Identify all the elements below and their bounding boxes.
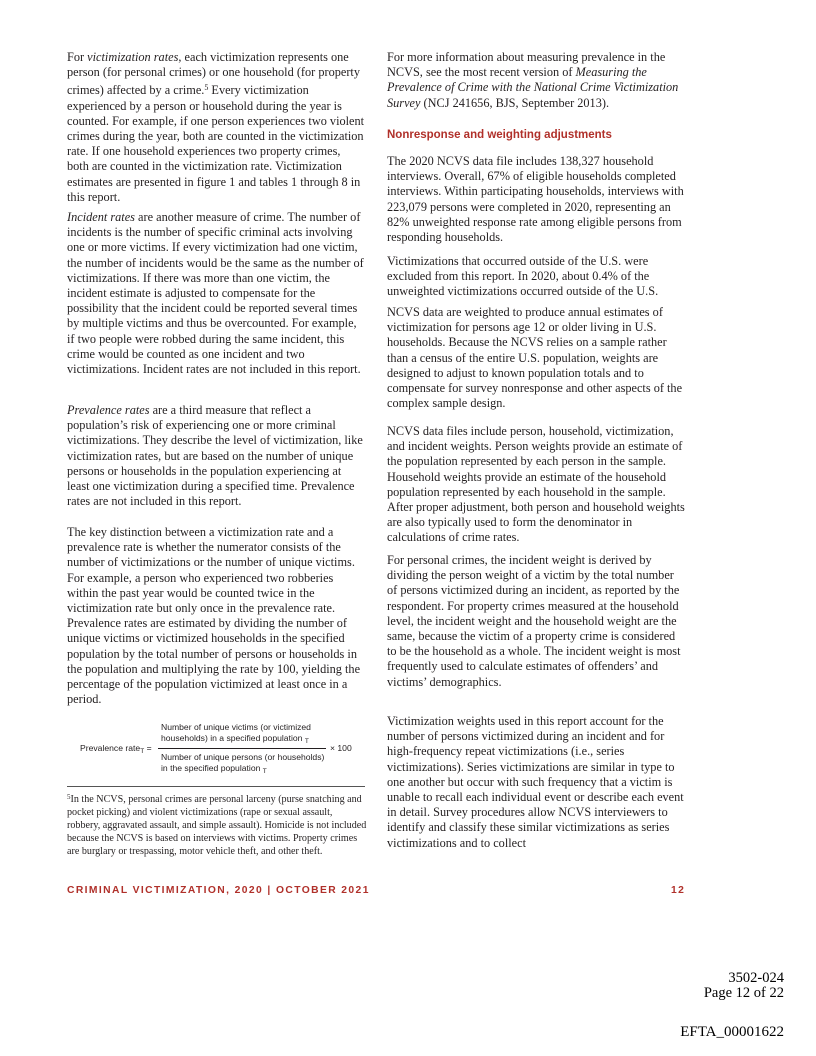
formula-equals: = (146, 743, 152, 753)
text-run: The key distinction between a victimization rate and a prevalence rate is whether the numerator consists of the number of victimizations or the number of unique victims. For example, a person who experienced two robberies within the past year would be counted twice in the victimization rate but only once in the prevalence rate. Prevalence rates are estimated by dividing the number of unique victims or victimized households in the specified population by the total number of persons or households in the population and multiplying the rate by 100, yielding the percentage of the population victimized at least once in a period. (67, 525, 361, 707)
document-stamp (704, 971, 784, 1001)
fraction-bar (158, 748, 326, 749)
incident-weight-paragraph (387, 553, 687, 690)
formula-lhs (80, 743, 152, 757)
footnote-reference: 5 (204, 83, 209, 93)
text-run: For (67, 50, 88, 64)
prevalence-rates-paragraph (67, 403, 365, 509)
italic-term: Prevalence rates (67, 403, 150, 417)
key-distinction-paragraph (67, 525, 365, 707)
footnote (67, 791, 367, 859)
text-run: Victimizations that occurred outside of the U.S. were excluded from this report. In 2020, about 0.4% of the unweighted victimizations occurred outside of the U.S. (387, 254, 659, 299)
text-run: For personal crimes, the incident weight is derived by dividing the person weight of a victim by the total number of persons victimized during an incident, as reported by the respondent. For property crimes measured at the household level, the incident weight and the household weight are the same, because the victim of a property crime is considered to be the household as a whole. The incident weight is most frequently used to calculate estimates of offenders’ and victims’ demographics. (387, 553, 681, 689)
formula-subscript: T (262, 768, 267, 775)
prevalence-rate-formula (80, 722, 370, 778)
data-file-paragraph (387, 154, 687, 245)
footnote-divider (67, 786, 365, 787)
outside-us-paragraph (387, 254, 687, 300)
text-run: (NCJ 241656, BJS, September 2013). (420, 95, 610, 110)
formula-subscript: T (140, 748, 145, 755)
italic-term: Measuring the Prevalence of Crime with the National Crime Victimization Survey (387, 65, 679, 110)
formula-numerator (161, 722, 326, 747)
weighting-paragraph (387, 305, 687, 411)
formula-subscript: T (304, 738, 309, 745)
footer-title: CRIMINAL VICTIMIZATION, 2020 | OCTOBER 2021 (67, 885, 370, 896)
denominator-text: Number of unique persons (or households) in the specified population (161, 752, 325, 773)
text-run: For more information about measuring prevalence in the NCVS, see the most recent version of (387, 50, 666, 80)
doc-id: 3502-024 (728, 970, 784, 986)
text-run: are another measure of crime. The number of incidents is the number of specific criminal acts involving one or more victims. If every victimization had one victim, the number of incidents would be the same as the number of victimizations. If there was more than one victim, the incident estimate is adjusted to compensate for the possibility that the incident could be reported several times by multiple victims and thus be overcounted. For example, if two people were robbed during the same incident, this crime would be counted as one incident and two victimizations. Incident rates are not included in this report. (67, 210, 364, 377)
weights-types-paragraph (387, 424, 687, 546)
formula-denominator (161, 752, 331, 777)
footnote-text: In the NCVS, personal crimes are personal larceny (purse snatching and pocket picking) and violent victimizations (rape or sexual assault, robbery, aggravated assault, and simple assault). Homicide is not included because the NCVS is based on interviews with victims. Property crimes are burglary or trespassing, motor vehicle theft, and other theft. (67, 794, 367, 857)
text-run: NCVS data are weighted to produce annual estimates of victimization for persons age 12 or older living in U.S. households. Because the NCVS relies on a sample rather than a census of the entire U.S. population, weights are designed to adjust to known population totals and to compensate for survey nonresponse and other aspects of the complex sample design. (387, 305, 683, 411)
victimization-rates-paragraph (67, 50, 365, 205)
text-run: Every victimization experienced by a person or household during the year is counted. For example, if one person experiences two violent crimes during the year, both are counted in the victimization rate. If one household experiences two property crimes, both are counted in the victimization rate. Victimization estimates are presented in figure 1 and tables 1 through 8 in this report. (67, 83, 365, 204)
italic-term: victimization rates (87, 50, 179, 64)
text-run: are a third measure that reflect a population’s risk of experiencing one or more criminal victimizations. They describe the level of victimization, like victimization rates, but are based on the number of unique persons or households in the population experiencing at least one victimization during a specified time. Prevalence rates are not included in this report. (67, 403, 363, 509)
text-run: , each victimization represents one person (for personal crimes) or one household (for property crimes) affected by a crime. (67, 50, 360, 98)
text-run: The 2020 NCVS data file includes 138,327 household interviews. Overall, 67% of eligible households completed interviews. Within participating households, interviews with 223,079 persons were completed in 2020, representing an 82% unweighted response rate among eligible persons from responding households. (387, 154, 684, 245)
formula-multiplier: × 100 (330, 743, 352, 753)
bates-number: EFTA_00001622 (680, 1024, 784, 1040)
incident-rates-paragraph (67, 210, 365, 377)
numerator-text: Number of unique victims (or victimized households) in a specified population (161, 722, 311, 743)
section-heading: Nonresponse and weighting adjustments (387, 129, 612, 141)
page-of: Page 12 of 22 (703, 985, 784, 1001)
page-number: 12 (671, 885, 686, 896)
footnote-number: 5 (67, 793, 71, 801)
text-run: Victimization weights used in this report account for the number of persons victimized during an incident and for high-frequency repeat victimizations (i.e., series victimizations). Series victimizations are similar in type to one another but occur with such frequency that a victim is unable to recall each individual event or describe each event in detail. Survey procedures allow NCVS interviewers to identify and classify these similar victimizations as series victimizations and to collect (387, 714, 684, 850)
italic-term: Incident rates (67, 210, 135, 224)
prevalence-info-paragraph (387, 50, 687, 111)
formula-lhs-label: Prevalence rate (80, 743, 141, 753)
text-run: NCVS data files include person, household, victimization, and incident weights. Person weights provide an estimate of the population represented by each person in the sample. Household weights provide an estimate of the household population represented by each household in the sample. After proper adjustment, both person and household weights are also typically used to form the denominator in calculations of crime rates. (387, 424, 685, 545)
victimization-weights-paragraph (387, 714, 687, 851)
